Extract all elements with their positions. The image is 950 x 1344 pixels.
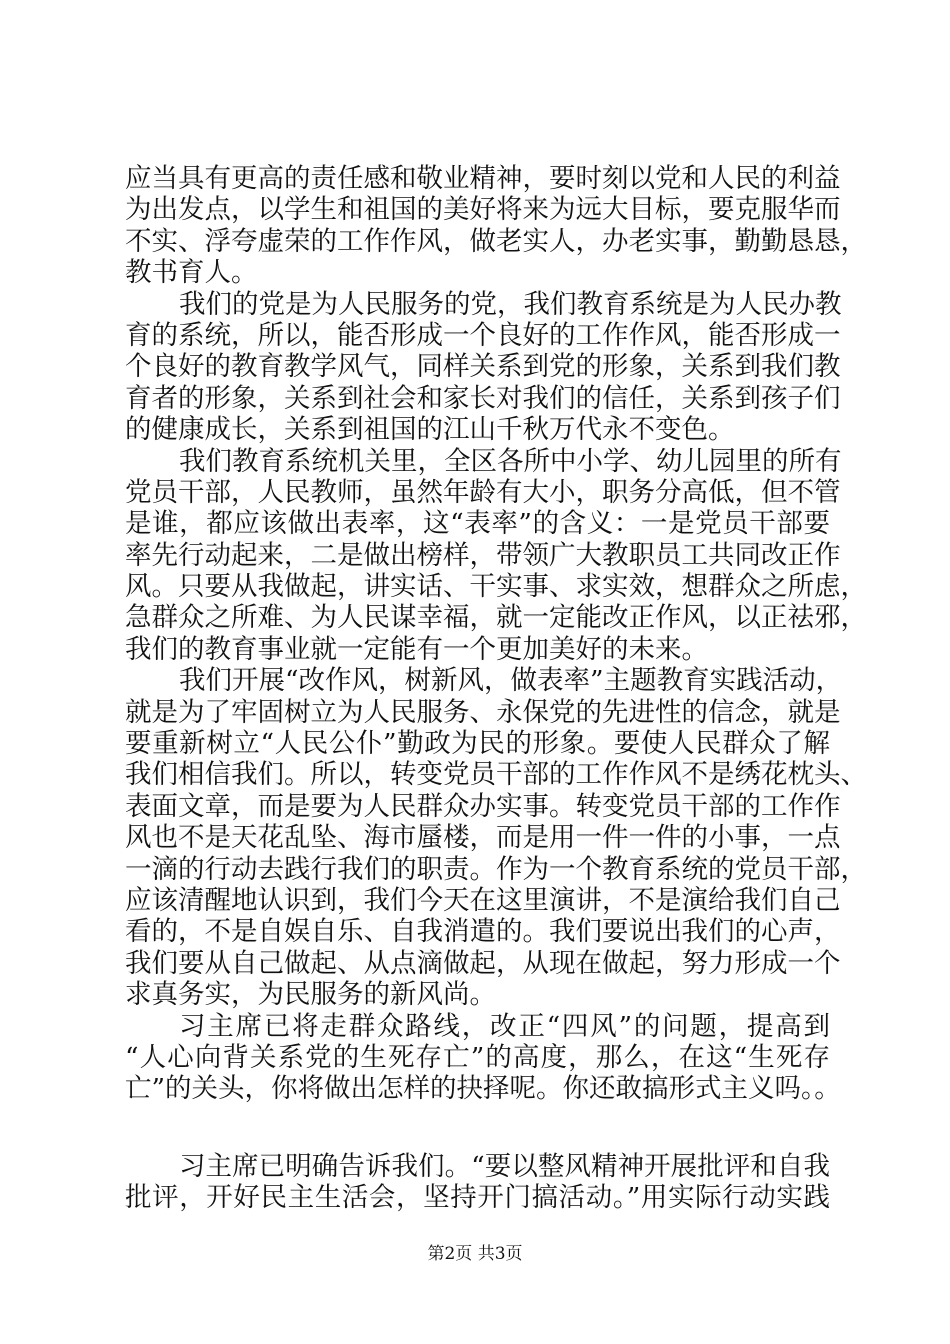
text-line: 习主席已将走群众路线，改正“四风”的问题，提高到 xyxy=(179,1010,830,1042)
text-line: 育的系统，所以，能否形成一个良好的工作作风，能否形成一 xyxy=(125,319,841,351)
paragraph-6 xyxy=(125,1151,830,1214)
paragraph-1 xyxy=(125,163,867,289)
text-line: 就是为了牢固树立为人民服务、永保党的先进性的信念，就是 xyxy=(125,696,841,728)
text-line: 不实、浮夸虚荣的工作作风，做老实人，办老实事，勤勤恳恳， xyxy=(125,225,867,257)
text-line: 我们的教育事业就一定能有一个更加美好的未来。 xyxy=(125,633,708,665)
text-line: 我们开展“改作风，树新风，做表率”主题教育实践活动， xyxy=(179,665,843,697)
text-line: 表面文章，而是要为人民群众办实事。转变党员干部的工作作 xyxy=(125,790,841,822)
text-line: “人心向背关系党的生死存亡”的高度，那么，在这“生死存 xyxy=(125,1041,830,1073)
text-line: 风也不是天花乱坠、海市蜃楼，而是用一件一件的小事，一点 xyxy=(125,822,841,854)
text-line: 育者的形象，关系到社会和家长对我们的信任，关系到孩子们 xyxy=(125,382,841,414)
text-line: 个良好的教育教学风气，同样关系到党的形象，关系到我们教 xyxy=(125,351,841,383)
text-line: 应该清醒地认识到，我们今天在这里演讲，不是演给我们自己 xyxy=(125,884,841,916)
text-line: 率先行动起来，二是做出榜样，带领广大教职员工共同改正作 xyxy=(125,539,841,571)
paragraph-3 xyxy=(125,445,867,666)
text-line: 看的，不是自娱自乐、自我消遣的。我们要说出我们的心声， xyxy=(125,916,841,948)
text-line: 习主席已明确告诉我们。“要以整风精神开展批评和自我 xyxy=(179,1150,830,1182)
text-line: 党员干部，人民教师，虽然年龄有大小，职务分高低，但不管 xyxy=(125,476,841,508)
text-line: 亡”的关头，你将做出怎样的抉择呢。你还敢搞形式主义吗。。 xyxy=(125,1073,841,1105)
text-line: 我们要从自己做起、从点滴做起，从现在做起，努力形成一个 xyxy=(125,947,841,979)
paragraph-5 xyxy=(125,1010,841,1105)
text-line: 我们教育系统机关里，全区各所中小学、幼儿园里的所有 xyxy=(179,445,842,477)
text-line: 我们相信我们。所以，转变党员干部的工作作风不是绣花枕头、 xyxy=(125,759,867,791)
text-line: 急群众之所难、为人民谋幸福，就一定能改正作风，以正祛邪， xyxy=(125,602,867,634)
paragraph-gap xyxy=(125,1105,830,1151)
paragraph-4 xyxy=(125,665,867,1011)
text-line: 求真务实，为民服务的新风尚。 xyxy=(125,979,496,1011)
text-line: 是谁，都应该做出表率，这“表率”的含义：一是党员干部要 xyxy=(125,508,830,540)
text-line: 我们的党是为人民服务的党，我们教育系统是为人民办教 xyxy=(179,288,842,320)
text-line: 的健康成长，关系到祖国的江山千秋万代永不变色。 xyxy=(125,414,735,446)
text-line: 为出发点，以学生和祖国的美好将来为远大目标，要克服华而 xyxy=(125,194,841,226)
text-line: 教书育人。 xyxy=(125,257,258,289)
page-number-footer: 第2页 共3页 xyxy=(427,1244,523,1264)
text-line: 风。只要从我做起，讲实话、干实事、求实效，想群众之所虑， xyxy=(125,571,867,603)
text-line: 要重新树立“人民公仆”勤政为民的形象。要使人民群众了解 xyxy=(125,728,830,760)
text-line: 应当具有更高的责任感和敬业精神，要时刻以党和人民的利益 xyxy=(125,163,841,194)
paragraph-2 xyxy=(125,288,842,446)
text-line: 一滴的行动去践行我们的职责。作为一个教育系统的党员干部， xyxy=(125,853,867,885)
text-line: 批评，开好民主生活会，坚持开门搞活动。”用实际行动实践 xyxy=(125,1182,830,1214)
document-body xyxy=(125,163,867,1214)
